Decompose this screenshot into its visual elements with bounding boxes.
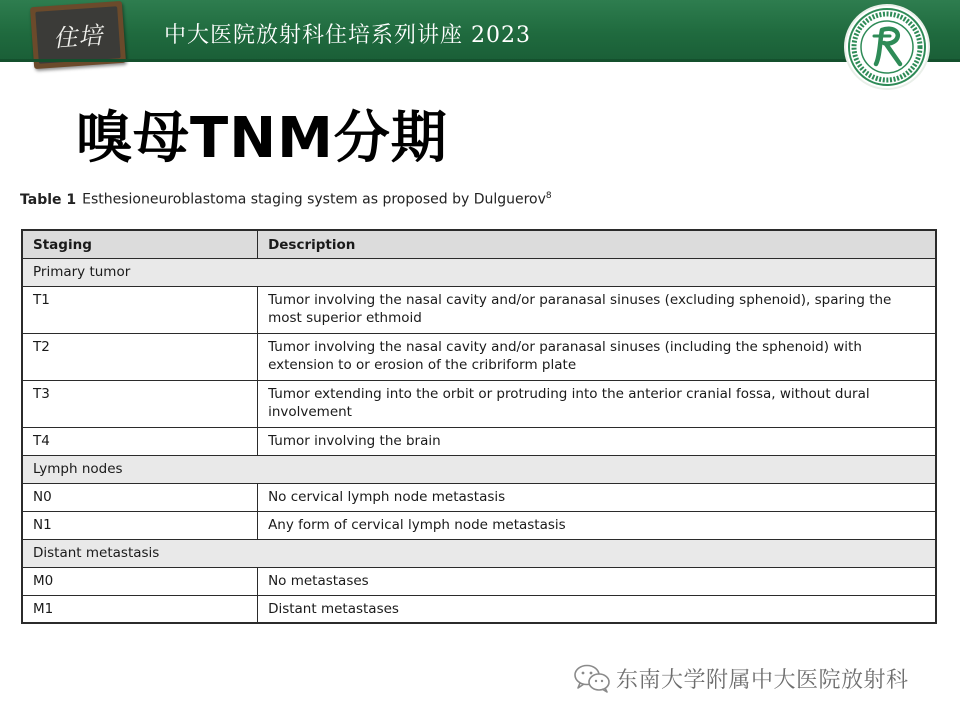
- stage-cell: T4: [22, 427, 258, 455]
- stage-cell: N1: [22, 511, 258, 539]
- description-line: involvement: [268, 403, 352, 420]
- description-cell: [258, 595, 936, 623]
- description-cell: [258, 483, 936, 511]
- section-row-primary-tumor: [22, 258, 936, 286]
- table-row: [22, 595, 936, 623]
- description-line: Any form of cervical lymph node metastasis: [268, 516, 566, 533]
- description-line: Tumor involving the brain: [268, 432, 441, 449]
- description-cell: [258, 511, 936, 539]
- table-row: [22, 333, 936, 380]
- table-row: [22, 483, 936, 511]
- table-row: [22, 567, 936, 595]
- badge-text: 住培: [52, 21, 105, 53]
- chalkboard-badge: [30, 1, 126, 69]
- header-description: Description: [258, 230, 936, 258]
- section-row-lymph-nodes: [22, 455, 936, 483]
- description-cell: [258, 286, 936, 333]
- stage-cell: T1: [22, 286, 258, 333]
- caption-label: Table 1: [20, 191, 77, 208]
- description-line: Distant metastases: [268, 600, 399, 617]
- header-staging: Staging: [22, 230, 258, 258]
- stage-cell: T3: [22, 380, 258, 427]
- section-label: Distant metastasis: [22, 539, 936, 567]
- table-header-row: [22, 230, 936, 258]
- section-row-distant-metastasis: [22, 539, 936, 567]
- banner-title: 中大医院放射科住培系列讲座 2023: [164, 23, 531, 48]
- header-banner: [0, 0, 960, 62]
- description-line: No metastases: [268, 572, 369, 589]
- table-row: [22, 380, 936, 427]
- hospital-logo-icon: [846, 6, 928, 88]
- table-caption: [20, 191, 552, 208]
- wechat-watermark: [572, 662, 909, 694]
- stage-cell: M0: [22, 567, 258, 595]
- table-row: [22, 427, 936, 455]
- description-line: extension to or erosion of the cribriform plate: [268, 356, 577, 373]
- section-label: Primary tumor: [22, 258, 936, 286]
- page-title: 嗅母TNM分期: [76, 106, 448, 171]
- hospital-logo: [846, 6, 928, 88]
- description-cell: [258, 380, 936, 427]
- caption-reference: 8: [545, 191, 552, 201]
- description-line: Tumor involving the nasal cavity and/or paranasal sinuses (excluding sphenoid), sparing the: [268, 291, 892, 308]
- description-cell: [258, 567, 936, 595]
- description-line: Tumor extending into the orbit or protruding into the anterior cranial fossa, without dural: [268, 385, 870, 402]
- description-cell: [258, 427, 936, 455]
- stage-cell: M1: [22, 595, 258, 623]
- description-line: most superior ethmoid: [268, 309, 422, 326]
- description-line: Tumor involving the nasal cavity and/or paranasal sinuses (including the sphenoid) with: [268, 338, 862, 355]
- watermark-text: 东南大学附属中大医院放射科: [616, 667, 909, 693]
- wechat-icon: [572, 662, 612, 694]
- stage-cell: T2: [22, 333, 258, 380]
- stage-cell: N0: [22, 483, 258, 511]
- section-label: Lymph nodes: [22, 455, 936, 483]
- caption-text: Esthesioneuroblastoma staging system as proposed by Dulguerov: [82, 191, 546, 208]
- description-line: No cervical lymph node metastasis: [268, 488, 506, 505]
- table-row: [22, 511, 936, 539]
- staging-table: [21, 229, 937, 624]
- description-cell: [258, 333, 936, 380]
- table-row: [22, 286, 936, 333]
- chalkboard-surface: [35, 6, 120, 64]
